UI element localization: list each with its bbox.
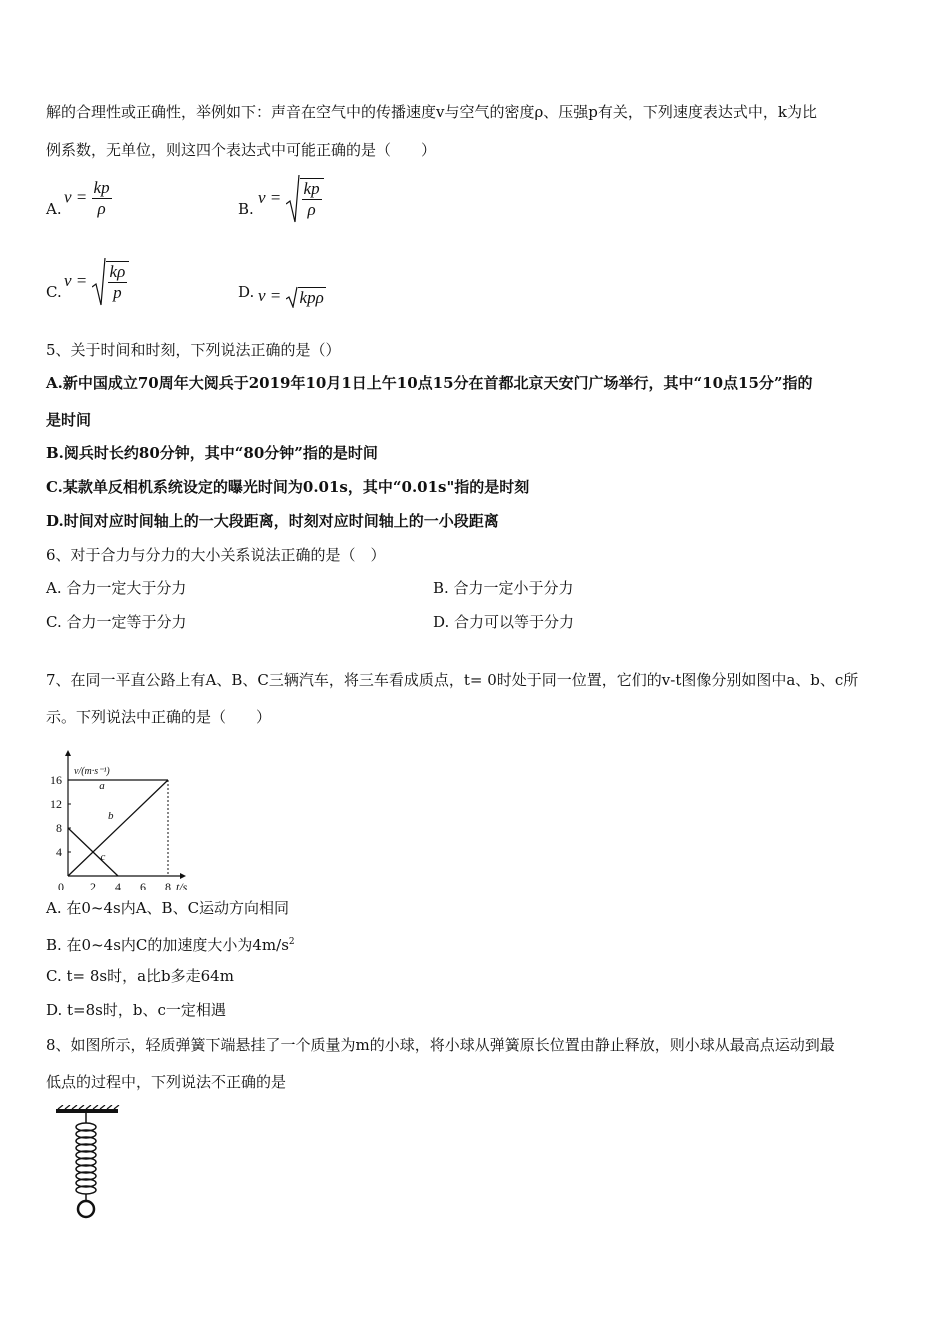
q6-option-b: B. 合力一定小于分力: [433, 579, 574, 597]
x-tick-label: 4: [115, 880, 121, 890]
q5-option-d: D.时间对应时间轴上的一大段距离，时刻对应时间轴上的一小段距离: [46, 512, 499, 530]
q4-stem-line2: 例系数，无单位，则这四个表达式中可能正确的是（ ）: [46, 141, 437, 159]
q4-option-b-label: B.: [238, 200, 254, 218]
q5-stem: 5、关于时间和时刻，下列说法正确的是（）: [46, 341, 341, 359]
series-a-label: a: [99, 780, 105, 792]
q4-stem-line1: 解的合理性或正确性，举例如下：声音在空气中的传播速度v与空气的密度ρ、压强p有关，下列速度表达式中，k为比: [46, 103, 817, 121]
x-tick-label: 0: [58, 880, 64, 890]
q8-stem-line1: 8、如图所示，轻质弹簧下端悬挂了一个质量为m的小球，将小球从弹簧原长位置由静止释放，则小球从最高点运动到最: [46, 1036, 835, 1054]
x-tick-label: 6: [140, 880, 146, 890]
q4-option-a-formula: v = $\frac{kp}{\rho}$: [64, 178, 110, 218]
y-axis-label: v/(m·s⁻¹): [74, 766, 110, 777]
y-tick-label: 16: [50, 773, 62, 787]
q8-stem-line2: 低点的过程中，下列说法不正确的是: [46, 1073, 287, 1091]
q7-option-d: D. t=8s时，b、c一定相遇: [46, 1001, 226, 1019]
q7-option-b: B. 在0~4s内C的加速度大小为$4m/s^2$: [46, 936, 295, 954]
y-tick-label: 4: [56, 845, 62, 859]
q4-option-c-formula: v = $\frac{k\rho}{p}$: [64, 257, 129, 307]
q7-stem-line1: 7、在同一平直公路上有A、B、C三辆汽车，将三车看成质点，t= 0时处于同一位置，它们的v-t图像分别如图中a、b、c所: [46, 671, 859, 689]
y-axis-arrow: [65, 750, 71, 756]
sqrt-sign-icon: [286, 174, 300, 224]
x-axis-label: t/s: [176, 880, 188, 890]
q6-option-c: C. 合力一定等于分力: [46, 613, 187, 631]
y-tick-label: 8: [56, 821, 62, 835]
y-tick-label: 12: [50, 797, 62, 811]
q7-stem-line2: 示。下列说法中正确的是（ ）: [46, 708, 272, 726]
x-axis-arrow: [180, 873, 186, 879]
q5-option-a-line1: A.新中国成立70周年大阅兵于2019年10月1日上午10点15分在首都北京天安门广场举行，其中“10点15分”指的: [46, 374, 813, 392]
sqrt-sign-icon: [92, 257, 106, 307]
q5-option-c: C.某款单反相机系统设定的曝光时间为0.01s，其中“0.01s"指的是时刻: [46, 478, 530, 496]
series-b-label: b: [108, 810, 114, 822]
series-b-line: [68, 780, 168, 876]
q4-option-b-formula: v = $\frac{kp}{\rho}$: [258, 174, 324, 224]
q7-option-c: C. t= 8s时，a比b多走64m: [46, 967, 234, 985]
q5-option-a-line2: 是时间: [46, 411, 92, 429]
q4-option-c-label: C.: [46, 283, 62, 301]
q4-option-d-label: D.: [238, 283, 255, 301]
x-tick-label: 8: [165, 880, 171, 890]
q6-stem: 6、对于合力与分力的大小关系说法正确的是（ ）: [46, 546, 386, 564]
series-c-label: c: [100, 850, 106, 863]
spring-ball-diagram: [50, 1105, 125, 1220]
sqrt-sign-icon: [286, 286, 298, 308]
x-tick-label: 2: [90, 880, 96, 890]
vt-chart: [40, 742, 200, 890]
q4-option-a-label: A.: [46, 200, 62, 218]
q4-option-d-formula: v = kpρ: [258, 286, 324, 307]
q6-option-d: D. 合力可以等于分力: [433, 613, 575, 631]
q5-option-b: B.阅兵时长约80分钟，其中“80分钟”指的是时间: [46, 444, 378, 462]
q6-option-a: A. 合力一定大于分力: [46, 579, 187, 597]
q7-option-a: A. 在0~4s内A、B、C运动方向相同: [46, 899, 290, 917]
